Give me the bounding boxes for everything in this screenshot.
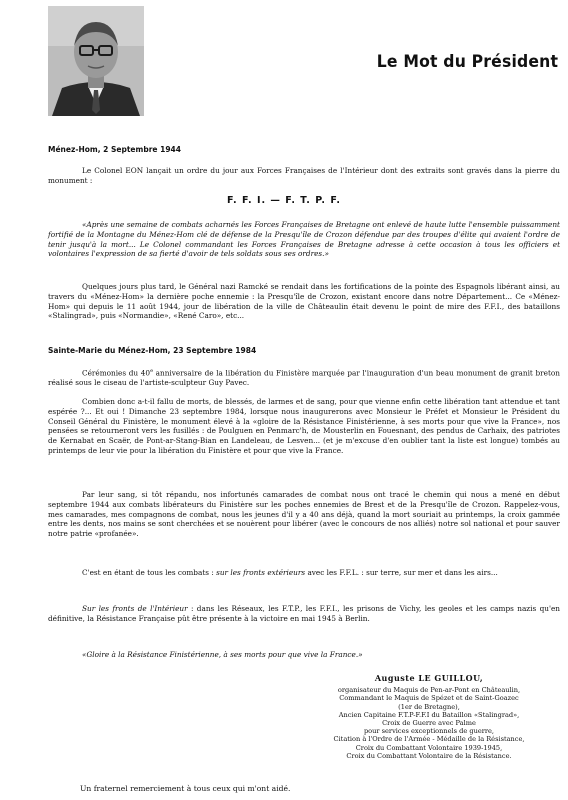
paragraph-ordre-du-jour — [48, 166, 560, 186]
ffi-ftpf-heading: F. F. I. — F. T. P. F. — [226, 195, 342, 206]
paragraph-text: C'est en étant de tous les combats : — [82, 568, 217, 577]
paragraph-text: anniversaire de la libération du Finistère marquée par l'inauguration d'un beau monument de granit breton réalisé sous le ciseau de l'artiste-sculpteur Guy Pavec. — [48, 368, 560, 388]
quote-text: «Gloire à la Résistance Finistérienne, à ses morts pour que vive la France.» — [82, 650, 363, 659]
page-title: Le Mot du Président — [376, 52, 558, 72]
signature-title-line: Croix de Guerre avec Palme — [382, 719, 476, 728]
paragraph-par-leur-sang — [48, 490, 560, 539]
paragraph-text: Par leur sang, si tôt répandu, nos infortunés camarades de combat nous ont tracé le chemin qui nous a mené en début septembre 1944 aux combats libérateurs du Finistère sur les poches ennemies de Brest et de la Presqu'île de Crozon. Rappelez-vous, mes camarades, mes compagnons de combat, nous les jeunes d'il y a 40 ans déjà, quand la mort souriait au printemps, la croix gammée entre les dents, nos mains se sont cherchées et se nouèrent pour libérer (avec le concours de nos alliés) notre sol national et pour sauver notre patrie «profanée». — [48, 490, 560, 539]
paragraph-ceremonies — [48, 367, 560, 388]
paragraph-text: Combien donc a-t-il fallu de morts, de blessés, de larmes et de sang, pour que vienne enfin cette libération tant attendue et tant espérée ?... Et oui ! Dimanche 23 septembre 1984, lorsque nous inaugurerons avec Monsieur le Préfet et Monsieur le Président du Conseil Général du Finistère, le monument élevé à la «gloire de la Résistance Finistérienne, à ses morts pour que vive la France», nos pensées se retourneront vers les fusillés : de Poulguen en Penmarc'h, de Mousterlin en Fouesnant, des pendus de Carhaix, des patriotes de Kernabat en Scaër, de Pont-ar-Stang-Bian en Landeleau, de Lesven... (et je m'excuse d'en oublier tant la liste est longue) tombés au printemps de leur vie pour la libération du Finistère et pour que vive la France. — [48, 397, 560, 455]
italic-text: Sur les fronts de l'Intérieur — [82, 604, 188, 613]
paragraph-text: Cérémonies du 40 — [82, 368, 151, 378]
paragraph-ramcke — [48, 282, 560, 321]
section-heading-1984: Sainte-Marie du Ménez-Hom, 23 Septembre 1984 — [48, 346, 257, 355]
signature-block — [300, 674, 558, 760]
signature-title-line: Citation à l'Ordre de l'Armée - Médaille de la Résistance, — [333, 735, 525, 744]
signature-title-line: organisateur du Maquis de Pen-ar-Pont en Châteaulin, — [337, 686, 521, 695]
paragraph-combien — [48, 397, 560, 456]
paragraph-text: Quelques jours plus tard, le Général nazi Ramcké se rendait dans les fortifications de la pointe des Espagnols libérant ainsi, au travers du «Ménez-Hom» la dernière poche ennemie : la Presqu'île de Crozon, existant encore dans notre Département... Ce «Ménez-Hom» qui depuis le 11 août 1944, jour de libération de la ville de Châteaulin était devenu le point de mire des F.F.I., des bataillons «Stalingrad», puis «Normandie», «René Caro», etc... — [48, 282, 560, 321]
paragraph-fronts-exterieurs — [48, 568, 560, 578]
signature-title-line: (1er de Bretagne), — [398, 702, 460, 711]
closing-quote — [48, 650, 560, 660]
superscript-e: e — [150, 368, 154, 374]
signature-name: Auguste LE GUILLOU, — [374, 673, 484, 683]
signature-title-line: Ancien Capitaine F.T.P-F.F.I du Bataillon «Stalingrad», — [338, 710, 520, 719]
portrait-image — [48, 6, 144, 116]
signature-title-line: pour services exceptionnels de guerre, — [363, 727, 495, 736]
section-heading-1944: Ménez-Hom, 2 Septembre 1944 — [48, 145, 181, 154]
italic-text: sur les fronts extérieurs — [216, 568, 306, 577]
signature-title-line: Commandant le Maquis de Spézet et de Saint-Goazec — [339, 694, 519, 703]
president-portrait-photo — [48, 6, 144, 116]
thanks-line: Un fraternel remerciement à tous ceux qui m'ont aidé. — [80, 784, 291, 793]
paragraph-text: avec les F.F.L. : sur terre, sur mer et dans les airs... — [305, 568, 498, 577]
signature-title-line: Croix du Combattant Volontaire 1939-1945, — [355, 743, 503, 752]
quote-text: «Après une semaine de combats acharnés les Forces Françaises de Bretagne ont enlevé de haute lutte l'ensemble puissamment fortifié de la Montagne du Ménez-Hom clé de défense de la Presqu'île de Crozon défendue par des troupes d'élite qui avaient l'ordre de tenir jusqu'à la mort... Le Colonel commandant les Forces Françaises de Bretagne adresse à cette occasion à tous les officiers et volontaires l'expression de sa fierté d'avoir de tels soldats sous ses ordres.» — [48, 220, 560, 259]
paragraph-text: : dans les Réseaux, les F.T.P., les F.F.I., les prisons de Vichy, les geoles et les camps nazis qu'en définitive, la Résistance Française pût être présente à la victoire en mai 1945 à Berlin. — [48, 604, 560, 623]
paragraph-fronts-interieur — [48, 604, 560, 624]
quote-colonel-eon — [48, 220, 560, 259]
signature-title-line: Croix du Combattant Volontaire de la Résistance. — [346, 751, 512, 760]
paragraph-text: Le Colonel EON lançait un ordre du jour aux Forces Françaises de l'Intérieur dont des extraits sont gravés dans la pierre du monument : — [48, 166, 560, 185]
